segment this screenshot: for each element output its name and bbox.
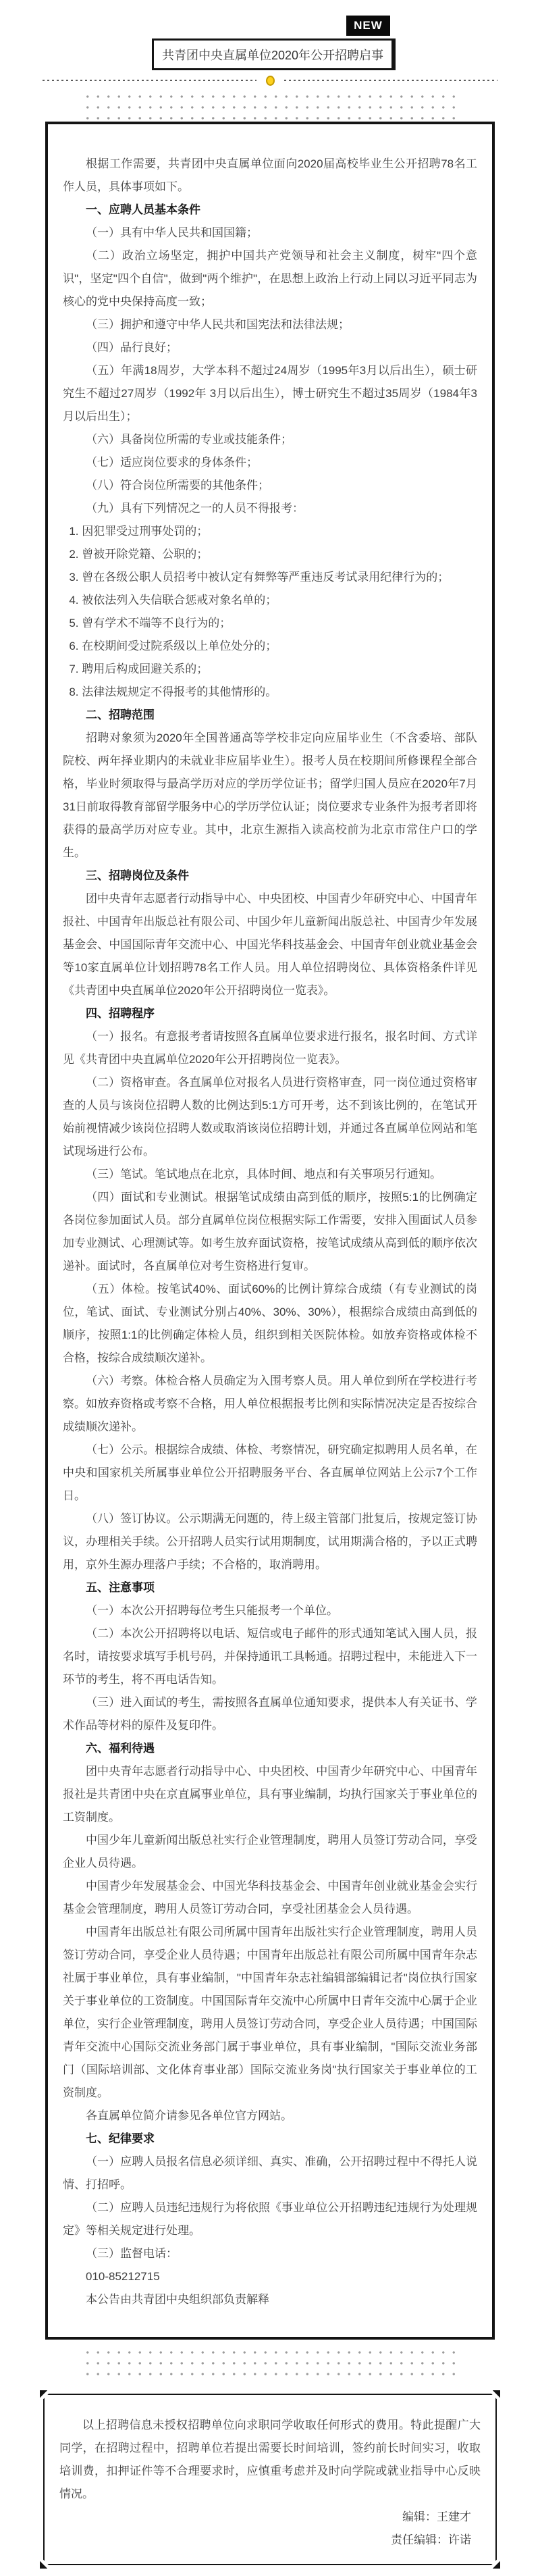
paragraph: （二）本次公开招聘将以电话、短信或电子邮件的形式通知笔试入围人员，报名时，请按要求填写手机号码，并保持通讯工具畅通。招聘过程中，未能进入下一环节的考生，将不再电话告知。 — [63, 1627, 477, 1686]
paragraph: （一）应聘人员报名信息必须详细、真实、准确，公开招聘过程中不得托人说情、打招呼。 — [63, 2155, 477, 2191]
corner-mark-top-left — [40, 2390, 53, 2404]
paragraph: （四）面试和专业测试。根据笔试成绩由高到低的顺序，按照5:1的比例确定各岗位参加面试人员。部分直属单位岗位根据实际工作需要，安排入围面试人员参加专业测试、心理测试等。如考生放弃面试资格，按笔试成绩从高到低的顺序依次递补。面试时，各直属单位对考生资格进行复审。 — [63, 1191, 477, 1272]
paragraph: （三）进入面试的考生，需按照各直属单位通知要求，提供本人有关证书、学术作品等材料的原件及复印件。 — [63, 1696, 477, 1732]
numbered-item: 1. 因犯罪受过刑事处罚的； — [69, 525, 209, 538]
responsible-editor-credit: 责任编辑：许诺 — [391, 2533, 471, 2546]
section-heading: 六、福利待遇 — [86, 1742, 155, 1755]
numbered-item: 2. 曾被开除党籍、公职的； — [69, 548, 209, 561]
section-heading: 一、应聘人员基本条件 — [86, 203, 200, 216]
paragraph: （二）应聘人员违纪违规行为将依照《事业单位公开招聘违纪违规行为处理规定》等相关规定进行处理。 — [63, 2201, 477, 2237]
paragraph: （四）品行良好； — [86, 341, 178, 354]
section-heading: 三、招聘岗位及条件 — [86, 869, 189, 882]
dot-grid-ornament-bottom — [81, 2345, 459, 2376]
paragraph: 本公告由共青团中央组织部负责解释 — [86, 2293, 269, 2306]
bottom-whitespace — [0, 2565, 540, 2576]
paragraph: （一）报名。有意报考者请按照各直属单位要求进行报名，报名时间、方式详见《共青团中央直属单位2020年公开招聘岗位一览表》。 — [63, 1030, 477, 1066]
paragraph: （二）政治立场坚定，拥护中国共产党领导和社会主义制度，树牢"四个意识"，坚定"四个自信"，做到"两个维护"，在思想上政治上行动上同以习近平同志为核心的党中央保持高度一致； — [63, 249, 477, 308]
paragraph: （三）笔试。笔试地点在北京，具体时间、地点和有关事项另行通知。 — [86, 1168, 441, 1181]
page-title: 共青团中央直属单位2020年公开招聘启事 — [152, 38, 396, 70]
section-heading: 五、注意事项 — [86, 1581, 155, 1594]
section-heading: 二、招聘范围 — [86, 709, 155, 721]
paragraph: （五）年满18周岁，大学本科不超过24周岁（1995年3月以后出生），硕士研究生不超过27周岁（1992年 3月以后出生），博士研究生不超过35周岁（1984年3月以后出生）； — [63, 364, 477, 423]
paragraph: 团中央青年志愿者行动指导中心、中央团校、中国青少年研究中心、中国青年报社、中国青年出版总社有限公司、中国少年儿童新闻出版总社、中国青少年发展基金会、中国国际青年交流中心、中国光华科技基金会、中国青年创业就业基金会等10家直属单位计划招聘78名工作人员。用人单位招聘岗位、具体资格条件详见《共青团中央直属单位2020年公开招聘岗位一览表》。 — [63, 892, 477, 997]
paragraph: （八）符合岗位所需要的其他条件； — [86, 479, 269, 492]
paragraph: （六）具备岗位所需的专业或技能条件； — [86, 433, 292, 446]
paragraph: （九）具有下列情况之一的人员不得报考： — [86, 502, 304, 515]
numbered-item: 4. 被依法列入失信联合惩戒对象名单的； — [69, 594, 277, 607]
section-heading: 七、纪律要求 — [86, 2132, 155, 2145]
divider-dot — [266, 76, 275, 86]
divider-dash-right — [284, 80, 498, 81]
numbered-item: 3. 曾在各级公职人员招考中被认定有舞弊等严重违反考试录用纪律行为的； — [69, 571, 450, 584]
paragraph: 根据工作需要，共青团中央直属单位面向2020届高校毕业生公开招聘78名工作人员，具体事项如下。 — [63, 157, 477, 193]
disclaimer-notice-box — [43, 2394, 497, 2565]
supervision-phone: 010-85212715 — [86, 2270, 160, 2283]
numbered-item: 7. 聘用后构成回避关系的； — [69, 663, 209, 675]
paragraph: 中国青少年发展基金会、中国光华科技基金会、中国青年创业就业基金会实行基金会管理制度，聘用人员签订劳动合同，享受社团基金会人员待遇。 — [63, 1880, 477, 1915]
paragraph: （八）签订协议。公示期满无问题的，待上级主管部门批复后，按规定签订协议，办理相关手续。公开招聘人员实行试用期制度，试用期满合格的，予以正式聘用，京外生源办理落户手续；不合格的，取消聘用。 — [63, 1512, 477, 1571]
paragraph: 中国少年儿童新闻出版总社实行企业管理制度，聘用人员签订劳动合同，享受企业人员待遇。 — [63, 1834, 477, 1870]
paragraph: （五）体检。按笔试40%、面试60%的比例计算综合成绩（有专业测试的岗位，笔试、面试、专业测试分别占40%、30%、30%），根据综合成绩由高到低的顺序，按照1:1的比例确定体检人员，组织到相关医院体检。如放弃资格或体检不合格，按综合成绩顺次递补。 — [63, 1283, 477, 1364]
paragraph: 中国青年出版总社有限公司所属中国青年出版社实行企业管理制度，聘用人员签订劳动合同，享受企业人员待遇；中国青年出版总社有限公司所属中国青年杂志社属于事业单位，具有事业编制，"中国青年杂志社编辑部编辑记者"岗位执行国家关于事业单位的工资制度。中国国际青年交流中心所属中日青年交流中心属于企业单位，实行企业管理制度，聘用人员签订劳动合同，享受企业人员待遇；中国国际青年交流中心国际交流业务部门属于事业单位，具有事业编制，"国际交流业务部门（国际培训部、文化体育事业部）国际交流业务岗"执行国家关于事业单位的工资制度。 — [63, 1926, 477, 2099]
paragraph: （三）拥护和遵守中华人民共和国宪法和法律法规； — [86, 318, 350, 331]
dot-grid-ornament-top — [81, 89, 459, 120]
paragraph: 团中央青年志愿者行动指导中心、中央团校、中国青少年研究中心、中国青年报社是共青团中央在京直属事业单位，具有事业编制，均执行国家关于事业单位的工资制度。 — [63, 1765, 477, 1824]
paragraph: （二）资格审查。各直属单位对报名人员进行资格审查，同一岗位通过资格审查的人员与该岗位招聘人数的比例达到5:1方可开考，达不到该比例的，在笔试开始前视情减少该岗位招聘人数或取消该岗位招聘计划，并通过各直属单位网站和笔试现场进行公布。 — [63, 1076, 477, 1158]
paragraph: （一）具有中华人民共和国国籍； — [86, 226, 258, 239]
header-divider — [43, 76, 497, 84]
disclaimer-text: 以上招聘信息未授权招聘单位向求职同学收取任何形式的费用。特此提醒广大同学，在招聘过程中，招聘单位若提出需要长时间培训，签约前长时间实习，收取培训费，扣押证件等不合理要求时，应慎重考虑并及时向学院或就业指导中心反映情况。 — [59, 2419, 481, 2500]
editor-credit: 编辑：王建才 — [402, 2510, 471, 2523]
paragraph: （三）监督电话： — [86, 2247, 178, 2260]
numbered-item: 6. 在校期间受过院系级以上单位处分的； — [69, 640, 277, 652]
section-heading: 四、招聘程序 — [86, 1007, 155, 1020]
paragraph: （七）公示。根据综合成绩、体检、考察情况，研究确定拟聘用人员名单，在中央和国家机关所属事业单位公开招聘服务平台、各直属单位网站上公示7个工作日。 — [63, 1443, 477, 1502]
corner-mark-top-right — [487, 2390, 500, 2404]
paragraph: （一）本次公开招聘每位考生只能报考一个单位。 — [86, 1604, 338, 1617]
new-badge: NEW — [346, 16, 390, 36]
announcement-body — [45, 122, 495, 2340]
divider-dash-left — [43, 80, 256, 81]
page-header — [0, 0, 540, 88]
paragraph: 各直属单位简介请参见各单位官方网站。 — [86, 2109, 292, 2122]
paragraph: （六）考察。体检合格人员确定为入围考察人员。用人单位到所在学校进行考察。如放弃资格或考察不合格，用人单位根据报考比例和实际情况决定是否按综合成绩顺次递补。 — [63, 1374, 477, 1433]
paragraph: 招聘对象须为2020年全国普通高等学校非定向应届毕业生（不含委培、部队院校、两年择业期内的未就业非应届毕业生）。报考人员在校期间所修课程全部合格，毕业时须取得与最高学历对应的学历学位证书；留学归国人员应在2020年7月31日前取得教育部留学服务中心的学历学位认证；岗位要求专业条件为报考者即将获得的最高学历对应专业。其中，北京生源指入读高校前为北京市常住户口的学生。 — [63, 731, 477, 859]
paragraph: （七）适应岗位要求的身体条件； — [86, 456, 258, 469]
numbered-item: 8. 法律法规规定不得报考的其他情形的。 — [69, 686, 277, 698]
numbered-item: 5. 曾有学术不端等不良行为的； — [69, 617, 232, 629]
